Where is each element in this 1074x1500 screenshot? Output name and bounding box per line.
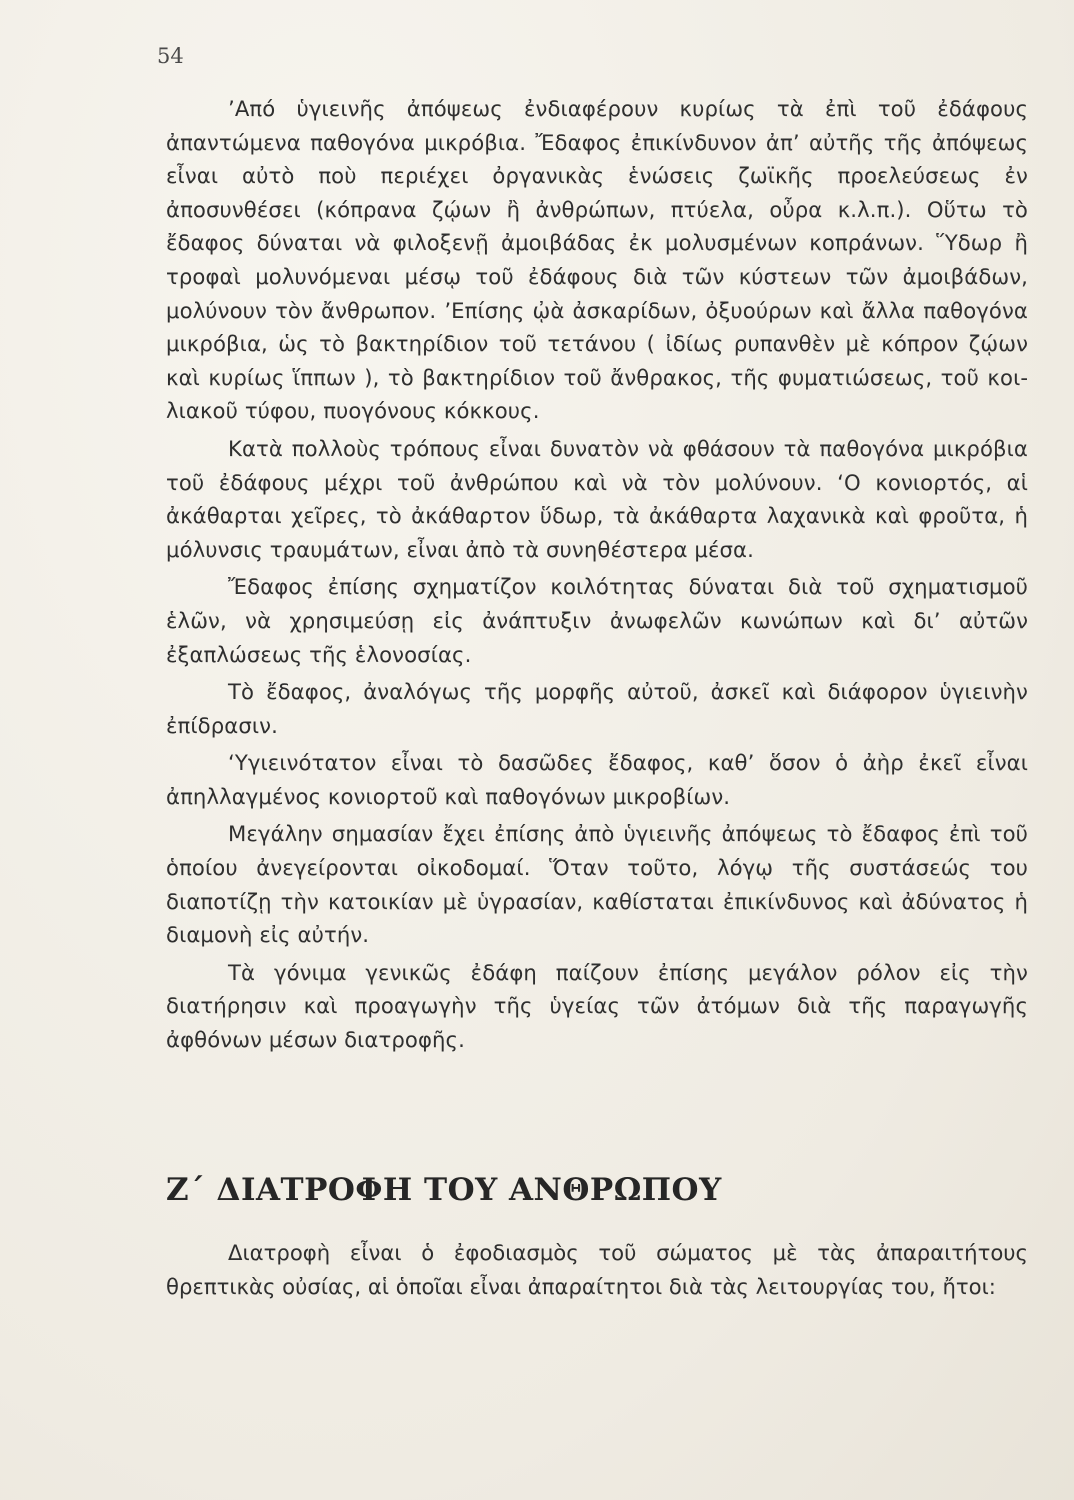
paragraph: Μεγάλην σημασίαν ἔχει ἐπίσης ἀπὸ ὑγιεινῆς ἀπόψεως τὸ ἔδαφος ἐπὶ τοῦ ὁποίου ἀνεγείρονται οἰκοδομαί. Ὅταν τοῦτο, λόγῳ τῆς συστάσεώς του διαποτίζῃ τὴν κατοικίαν μὲ ὑγρασίαν, καθίσταται ἐπικίνδυνος καὶ ἀδύνατος ἡ διαμονὴ εἰς αὐτήν. [166, 821, 1028, 948]
paragraph: Ἔδαφος ἐπίσης σχηματίζον κοιλότητας δύναται διὰ τοῦ σχηματισμοῦ ἑλῶν, νὰ χρησιμεύσῃ εἰς ἀνάπτυξιν ἀνωφελῶν κωνώπων καὶ δι’ αὐτῶν ἐξαπλώσεως τῆς ἑλονοσίας. [166, 574, 1028, 667]
page-number: 54 [157, 44, 184, 68]
paragraph: Τὸ ἔδαφος, ἀναλόγως τῆς μορφῆς αὐτοῦ, ἀσκεῖ καὶ διάφορον ὑγιεινὴν ἐπίδρασιν. [166, 679, 1028, 738]
paragraph: Τὰ γόνιμα γενικῶς ἐδάφη παίζουν ἐπίσης μεγάλον ρόλον εἰς τὴν διατήρησιν καὶ προαγωγὴν τῆς ὑγείας τῶν ἀτόμων διὰ τῆς παραγωγῆς ἀφθόνων μέσων διατροφῆς. [166, 959, 1028, 1053]
body-text [166, 92, 1028, 1057]
paragraph: ’Από ὑγιεινῆς ἀπόψεως ἐνδιαφέρουν κυρίως τὰ ἐπὶ τοῦ ἐδάφους ἀπαντώμενα παθογόνα μικρόβια. Ἔδαφος ἐπικίνδυνον ἀπ’ αὐτῆς τῆς ἀπόψεως εἶναι αὐτὸ ποὺ περιέχει ὀργανικὰς ἑνώσεις ζωϊκῆς προελεύσεως ἐν ἀποσυνθέσει (κόπρανα ζῴων ἢ ἀνθρώπων, πτύελα, οὖρα κ.λ.π.). Οὕτω τὸ ἔδαφος δύναται νὰ φιλοξενῇ ἀμοιβάδας ἐκ μολυσμένων κοπράνων. Ὕδωρ ἢ τροφαὶ μολυνόμεναι μέσῳ τοῦ ἐδάφους διὰ τῶν κύστεων τῶν ἀμοιβάδων, μολύνουν τὸν ἄνθρωπον. ’Επίσης ᾠὰ ἀσκαρίδων, ὀξυούρων καὶ ἄλλα παθογόνα μικρόβια, ὡς τὸ βακτηρίδιον τοῦ τετάνου ( ἰδίως ρυπανθὲν μὲ κόπρον ζῴων καὶ κυρίως ἵππων ), τὸ βακτηρίδιον τοῦ ἄνθρακος, τῆς φυματιώσεως, τοῦ κοιλιακοῦ τύφου, πυογόνους κόκκους. [166, 96, 1028, 424]
section-body [166, 1236, 1028, 1303]
paragraph: ‘Υγιεινότατον εἶναι τὸ δασῶδες ἔδαφος, καθ’ ὅσον ὁ ἀὴρ ἐκεῖ εἶναι ἀπηλλαγμένος κονιορτοῦ καὶ παθογόνων μικροβίων. [166, 750, 1028, 809]
section-heading: Ζ΄ ΔΙΑΤΡΟΦΗ ΤΟΥ ΑΝΘΡΩΠΟΥ [166, 1172, 722, 1208]
section-paragraph: Διατροφὴ εἶναι ὁ ἐφοδιασμὸς τοῦ σώματος μὲ τὰς ἀπαραιτήτους θρεπτικὰς οὐσίας, αἱ ὁποῖαι εἶναι ἀπαραίτητοι διὰ τὰς λειτουργίας του, ἤτοι: [166, 1240, 1028, 1299]
paragraph: Κατὰ πολλοὺς τρόπους εἶναι δυνατὸν νὰ φθάσουν τὰ παθογόνα μικρόβια τοῦ ἐδάφους μέχρι τοῦ ἀνθρώπου καὶ νὰ τὸν μολύνουν. ‘Ο κονιορτός, αἱ ἀκάθαρται χεῖρες, τὸ ἀκάθαρτον ὕδωρ, τὰ ἀκάθαρτα λαχανικὰ καὶ φροῦτα, ἡ μόλυνσις τραυμάτων, εἶναι ἀπὸ τὰ συνηθέστερα μέσα. [166, 435, 1028, 562]
